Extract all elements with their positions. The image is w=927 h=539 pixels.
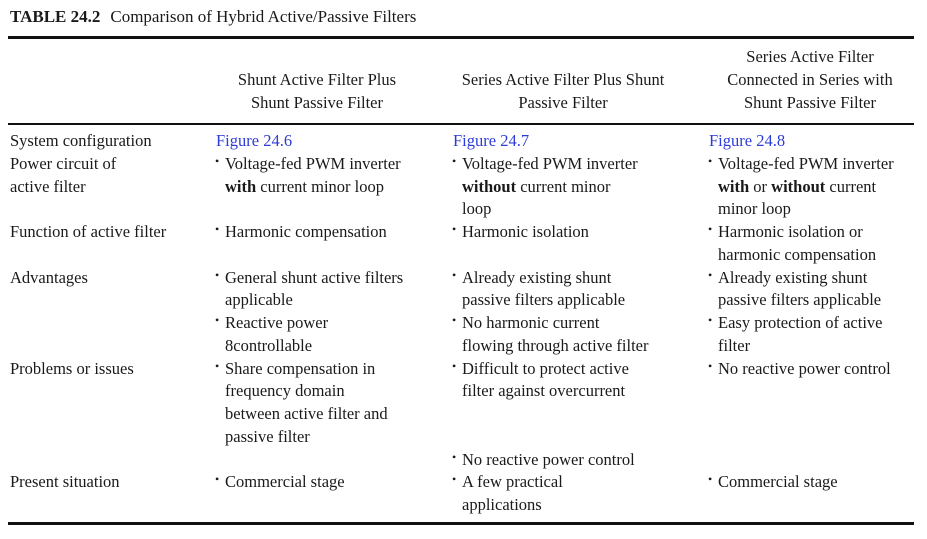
figure-link[interactable] [216,129,292,152]
row-label: Advantages [10,267,88,287]
cell-line [718,197,791,220]
column-header-line: Shunt Passive Filter [250,93,383,112]
bullet-icon: • [452,449,457,464]
text-segment: Harmonic isolation or [718,222,863,241]
figure-link[interactable] [709,129,785,152]
cell-line [718,470,838,493]
text-segment: A few practical [462,472,563,492]
bullet-icon: • [708,358,713,373]
cell-line [718,220,863,243]
table-caption: Comparison of Hybrid Active/Passive Filters [110,7,417,26]
cell-line [718,311,882,334]
text-segment: flowing through active filter [462,335,649,355]
bullet-icon: • [708,472,713,487]
cell-line [225,311,328,334]
top-rule [8,36,914,39]
text-segment: Figure 24.7 [453,131,530,150]
cell-line [718,243,876,266]
text-segment: Figure 24.8 [709,131,786,150]
bottom-rule [8,522,914,525]
text-segment: passive filters applicable [462,290,626,310]
bullet-icon: • [708,153,713,168]
bullet-icon: • [708,222,713,236]
text-segment: Already existing shunt [462,267,612,287]
cell-line [462,334,649,357]
cell-line [462,470,563,493]
cell-line [225,175,384,198]
cell-line [225,266,403,289]
text-segment: Already existing shunt [718,267,868,287]
row-label: Function of active filter [10,222,167,241]
cell-line [462,220,589,243]
text-segment: Difficult to protect active [462,358,629,378]
figure-link[interactable] [453,129,529,152]
text-segment: No harmonic current [462,313,600,332]
text-segment: Harmonic isolation [462,222,589,241]
table-number: TABLE 24.2 [10,7,101,26]
column-header-line: Shunt Active Filter Plus [237,70,397,89]
text-segment: filter against overcurrent [462,381,626,401]
cell-line [718,288,881,311]
text-segment: Voltage-fed PWM inverter [462,153,638,173]
cell-line [462,448,635,471]
text-segment: Share compensation in [225,358,376,378]
bullet-icon: • [215,313,220,327]
cell-line [462,288,625,311]
bullet-icon: • [215,222,220,236]
bold-term: without [462,176,517,196]
text-segment: current [825,176,877,196]
cell-line [225,334,312,357]
cell-line [225,470,345,493]
bullet-icon: • [452,267,457,282]
bullet-icon: • [708,313,713,327]
text-segment: passive filter [225,426,310,446]
cell-line [225,152,401,175]
bullet-icon: • [452,472,457,487]
cell-line [462,197,491,220]
text-segment: passive filters applicable [718,290,882,310]
bullet-icon: • [215,358,220,373]
bullet-icon: • [215,153,220,168]
text-segment: applications [462,495,542,514]
text-segment: filter [718,335,751,355]
bold-term: with [718,176,750,196]
text-segment: between active filter and [225,404,388,423]
cell-line [225,402,388,425]
row-label: Present situation [10,472,120,492]
text-segment: General shunt active filters [225,267,404,287]
text-segment: No reactive power control [718,358,891,378]
cell-line [462,152,638,175]
bullet-icon: • [215,267,220,282]
text-segment: applicable [225,290,293,310]
text-segment: loop [462,199,492,219]
text-segment: Reactive power [225,313,329,332]
cell-line [225,288,293,311]
text-segment: harmonic compensation [718,244,877,264]
column-header-line: Series Active Filter Plus Shunt [461,70,665,89]
cell-line [462,379,625,402]
column-header-line: Series Active Filter [746,47,874,66]
cell-line [225,220,387,243]
text-segment: Figure 24.6 [216,131,293,150]
cell-line [462,266,611,289]
text-segment: current minor loop [256,176,385,196]
bullet-icon: • [215,472,220,487]
text-segment: or [749,176,772,196]
text-segment: Voltage-fed PWM inverter [225,153,401,173]
cell-line [462,175,610,198]
cell-line [718,266,867,289]
row-label: active filter [10,176,86,196]
text-segment: minor loop [718,199,791,219]
bullet-icon: • [452,222,457,236]
text-segment: Voltage-fed PWM inverter [718,153,894,173]
text-segment: current minor [516,176,611,196]
text-segment: Harmonic compensation [225,222,387,241]
cell-line [718,175,876,198]
bullet-icon: • [452,313,457,327]
cell-line [462,311,599,334]
cell-line [225,425,310,448]
cell-line [225,357,375,380]
bullet-icon: • [452,358,457,373]
column-header-line: Passive Filter [518,93,608,112]
cell-line [225,379,345,402]
column-header-line: Connected in Series with [727,70,893,89]
row-label: System configuration [10,131,152,150]
text-segment: No reactive power control [462,449,635,469]
cell-line [718,357,891,380]
cell-line [718,334,750,357]
bold-term: with [225,176,257,196]
bold-term: without [771,176,826,196]
column-header-line: Shunt Passive Filter [743,93,876,112]
text-segment: Easy protection of active [718,313,883,332]
cell-line [462,357,629,380]
table-title [10,7,416,27]
row-label: Problems or issues [10,358,134,378]
header-rule [8,123,914,125]
text-segment: frequency domain [225,381,345,401]
text-segment: 8controllable [225,335,313,355]
bullet-icon: • [708,267,713,282]
cell-line [462,493,542,516]
bullet-icon: • [452,153,457,168]
text-segment: Commercial stage [225,472,345,492]
row-label: Power circuit of [10,153,117,173]
cell-line [718,152,894,175]
text-segment: Commercial stage [718,472,838,492]
